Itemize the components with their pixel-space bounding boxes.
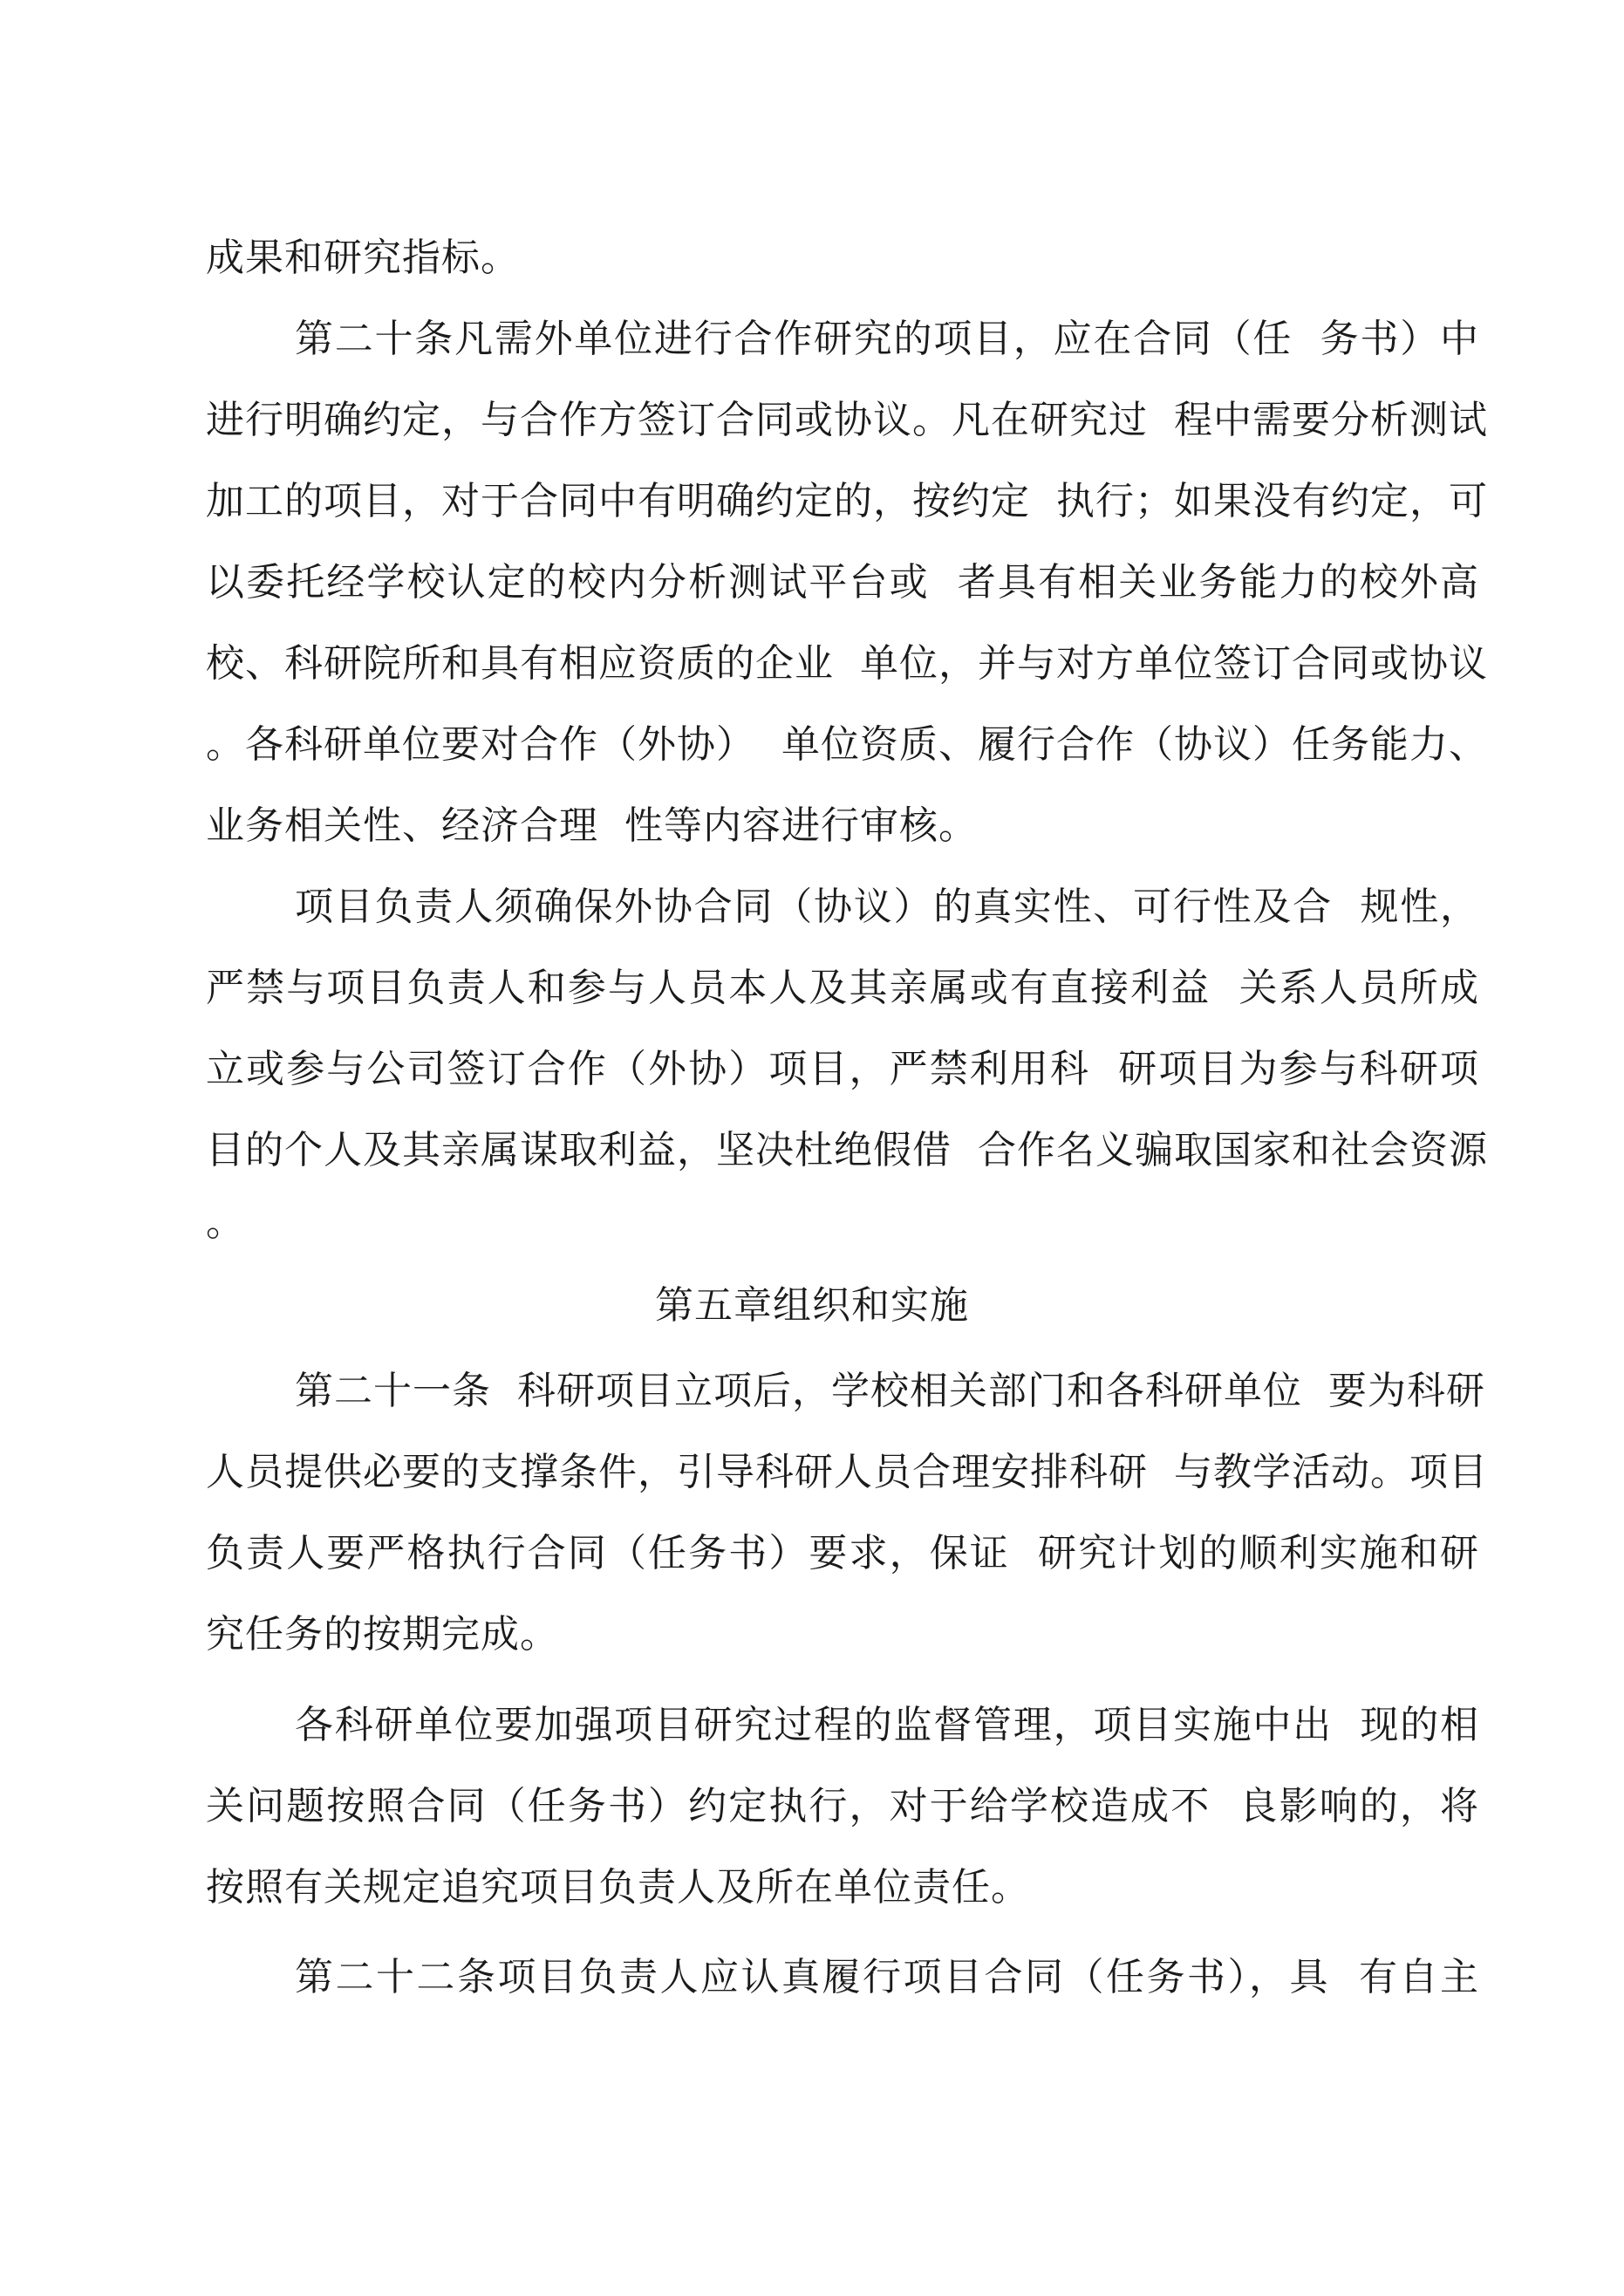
paragraph-line: 究任务的按期完成。 (206, 1612, 559, 1657)
paragraph-line: 按照有关规定追究项目负责人及所在单位责任。 (206, 1865, 1030, 1910)
paragraph-line: 项目负责人须确保外协合同（协议）的真实性、可行性及合 规性， (295, 885, 1479, 929)
paragraph-line: 严禁与项目负责人和参与人员本人及其亲属或有直接利益 关系人员所成 (206, 966, 1479, 1010)
paragraph-line: 加工的项目，对于合同中有明确约定的，按约定 执行；如果没有约定，可 (206, 479, 1488, 523)
paragraph-line: 。 (206, 1200, 245, 1245)
paragraph-line: 第二十一条 科研项目立项后，学校相关部门和各科研单位 要为科研 (295, 1369, 1485, 1413)
paragraph-line: 关问题按照合同（任务书）约定执行，对于给学校造成不 良影响的，将 (206, 1784, 1479, 1828)
paragraph-line: 以委托经学校认定的校内分析测试平台或 者具有相关业务能力的校外高 (206, 560, 1479, 605)
paragraph-line: 进行明确约定，与合作方签订合同或协议。凡在研究过 程中需要分析测试 (206, 398, 1488, 442)
paragraph-line: 成果和研究指标。 (206, 236, 520, 280)
paragraph-line: 。各科研单位要对合作（外协） 单位资质、履行合作（协议）任务能力、 (206, 722, 1488, 767)
paragraph-line: 负责人要严格执行合同（任务书）要求，保证 研究计划的顺利实施和研 (206, 1531, 1479, 1575)
paragraph-line: 人员提供必要的支撑条件，引导科研人员合理安排科研 与教学活动。项目 (206, 1450, 1488, 1494)
paragraph-line: 第二十二条项目负责人应认真履行项目合同（任务书），具 有自主 (295, 1955, 1479, 1999)
chapter-heading: 第五章组织和实施 (655, 1283, 969, 1328)
paragraph-line: 第二十条凡需外单位进行合作研究的项目，应在合同（任 务书）中 (295, 317, 1479, 361)
paragraph-line: 业务相关性、经济合理 性等内容进行审核。 (206, 803, 978, 848)
paragraph-line: 立或参与公司签订合作（外协）项目，严禁利用科 研项目为参与科研项 (206, 1047, 1479, 1091)
paragraph-line: 校、科研院所和具有相应资质的企业 单位，并与对方单位签订合同或协议 (206, 641, 1488, 686)
paragraph-line: 目的个人及其亲属谋取利益，坚决杜绝假借 合作名义骗取国家和社会资源 (206, 1128, 1488, 1172)
paragraph-line: 各科研单位要加强项目研究过程的监督管理，项目实施中出 现的相 (295, 1703, 1479, 1747)
